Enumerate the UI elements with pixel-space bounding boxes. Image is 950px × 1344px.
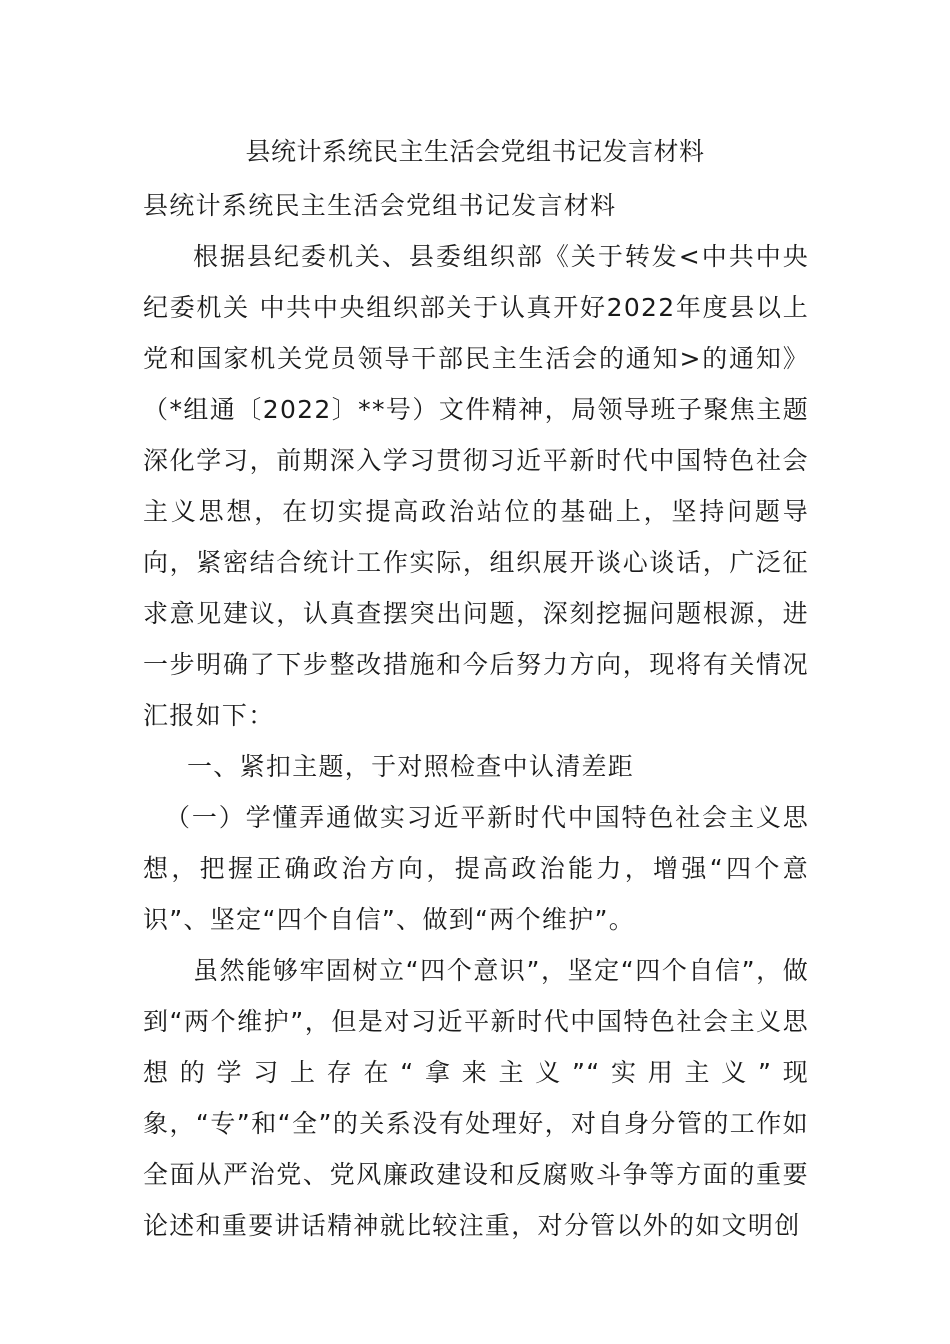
section-heading: 一、紧扣主题，于对照检查中认清差距	[187, 752, 635, 781]
document-title: 县统计系统民主生活会党组书记发言材料	[245, 137, 705, 166]
document-body	[143, 180, 809, 1251]
body-paragraph: 虽然能够牢固树立“四个意识”，坚定“四个自信”，做到“两个维护”，但是对习近平新时代中国特色社会主义思想的学习上存在“拿来主义”“实用主义”现象，“专”和“全”的关系没有处理好，对自身分管的工作如全面从严治党、党风廉政建设和反腐败斗争等方面的重要论述和重要讲话精神就比较注重，对分管以外的如文明创	[143, 956, 809, 1240]
subsection-heading: （一）学懂弄通做实习近平新时代中国特色社会主义思想，把握正确政治方向，提高政治能力，增强“四个意识”、坚定“四个自信”、做到“两个维护”。	[143, 803, 809, 934]
document-subtitle: 县统计系统民主生活会党组书记发言材料	[143, 191, 617, 220]
intro-paragraph: 根据县纪委机关、县委组织部《关于转发<中共中央纪委机关 中共中央组织部关于认真开好2022年度县以上党和国家机关党员领导干部民主生活会的通知>的通知》（*组通〔2022〕**号）文件精神，局领导班子聚焦主题深化学习，前期深入学习贯彻习近平新时代中国特色社会主义思想，在切实提高政治站位的基础上，坚持问题导向，紧密结合统计工作实际，组织展开谈心谈话，广泛征求意见建议，认真查摆突出问题，深刻挖掘问题根源，进一步明确了下步整改措施和今后努力方向，现将有关情况汇报如下：	[143, 242, 809, 730]
